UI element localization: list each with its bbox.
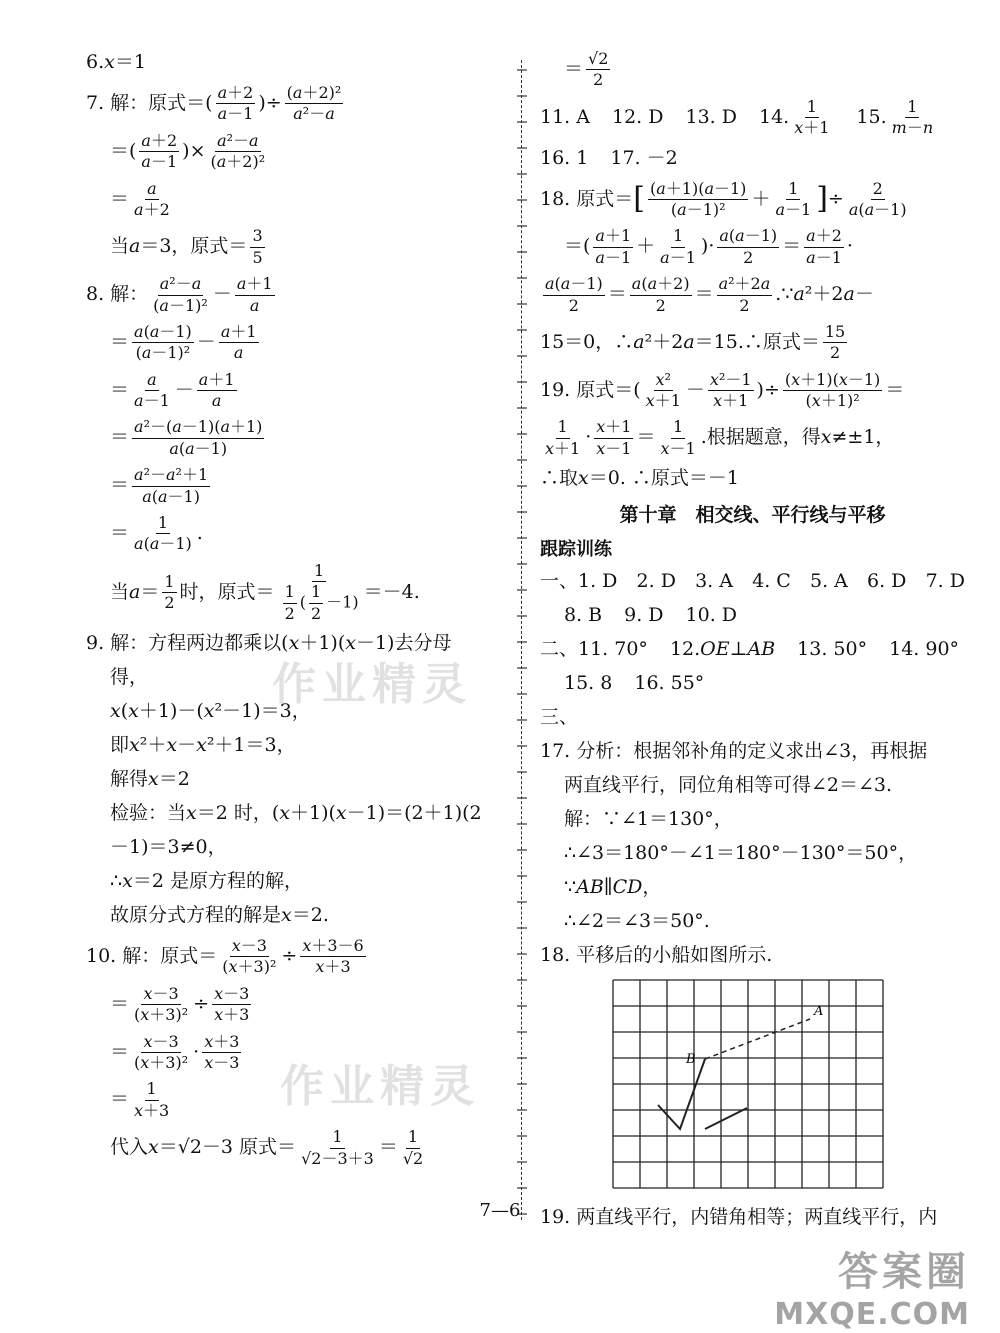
answer-10-continued: ＝ $\frac{√2}{2}$ — [564, 49, 609, 90]
answer-17-analysis-cont: 两直线平行，同位角相等可得∠2＝∠3. — [564, 774, 893, 797]
answer-10-step: ＝ $\frac{x-3}{\text{(x＋3)²}}$ ÷ $\frac{x-3}{x+3}$ — [110, 983, 250, 1025]
boat-hull — [705, 1108, 747, 1129]
answer-17-step: ∵ AB ∥ CD ， — [564, 876, 662, 899]
answer-17-step: 解：∵∠1＝130°， — [564, 808, 733, 831]
answer-18-step: ＝( $\frac{a+1}{a-1}$ ＋ $\frac{1}{a-1}$ )· $\frac{a(a-1)}{2}$ ＝ $\frac{a+2}{a-1}$ · — [564, 226, 853, 267]
answers-11-15: 11. A 12. D 13. D 14. $\frac{1}{x+1}$ 15. $\frac{1}{m-n}$ — [540, 96, 934, 138]
answers-16-17: 16. 1 17. －2 — [540, 146, 678, 169]
answer-10-step: ＝ $\frac{1}{x+3}$ — [110, 1079, 170, 1120]
answer-7-step: ＝( $\frac{a+2}{a-1}$ )× $\frac{\text{a²－a}}{\text{(a＋2)²}}$ — [110, 130, 266, 172]
answer-9-result: 故原分式方程的解是 x ＝2. — [110, 904, 329, 927]
section-title: 跟踪训练 — [540, 539, 612, 561]
site-logo — [774, 1240, 970, 1332]
boat-grid-svg — [610, 977, 886, 1191]
answer-9-step: ∴ x ＝2 是原方程的解， — [110, 870, 303, 893]
answer-9-step: 得， — [110, 666, 149, 689]
answer-7: 7. 解：原式＝( $\frac{a+2}{a-1}$ )÷ $\frac{\text{(a＋2)²}}{\text{a²－a}}$ — [86, 83, 342, 124]
part-1-answers: 一、1. D 2. D 3. A 4. C 5. A 6. D 7. D — [540, 570, 965, 593]
chapter-title: 第十章 相交线、平行线与平移 — [619, 504, 886, 527]
answer-8: 8. 解： $\frac{\text{a²－a}}{\text{(a－1)²}}$ － $\frac{a+1}{a}$ — [86, 274, 273, 315]
boat-grid-figure — [610, 977, 965, 1195]
answer-9: 9. 解：方程两边都乘以( x ＋1)( x －1)去分母 — [86, 632, 452, 655]
site-url: MXQE.COM — [774, 1297, 970, 1332]
answer-9-step: x ( x ＋1)－( x ²－1)＝3， — [110, 700, 311, 723]
answer-8-step: ＝ $\frac{\text{a²－(a－1)(a＋1)}}{a(a-1)}$ — [110, 417, 263, 458]
part-2-answers-cont: 15. 8 16. 55° — [564, 672, 705, 695]
divider-ticks — [516, 70, 528, 1220]
answer-19-step: $\frac{1}{x+1}$ · $\frac{x+1}{x-1}$ ＝ $\frac{1}{x-1}$ .根据题意，得 x ≠±1， — [545, 417, 895, 458]
answer-8-step: ＝ $\frac{\text{a²－a²＋1}}{a(a-1)}$ — [110, 465, 209, 506]
answer-8-step: ＝ $\frac{1}{a(a-1)}$ . — [110, 513, 203, 554]
answer-10: 10. 解：原式＝ $\frac{x-3}{\text{(x＋3)²}}$ ÷ $\frac{x+3-6}{x+3}$ — [86, 935, 364, 977]
answer-18-step: $\frac{a(a-1)}{2}$ ＝ $\frac{a(a+2)}{2}$ ＝ $\frac{\text{a²＋2a}}{2}$ .∵ a ²＋2 a － — [545, 274, 874, 315]
watermark: 作业精灵 — [280, 1061, 480, 1112]
page-number: 7—6 — [479, 1200, 521, 1221]
part-2-answers: 二、11. 70° 12. OE ⊥ AB 13. 50° 14. 90° — [540, 638, 960, 661]
part-3-heading: 三、 — [540, 706, 579, 729]
answer-9-step: 解得 x ＝2 — [110, 768, 190, 791]
watermark: 作业精灵 — [272, 659, 472, 710]
label-A: A — [814, 1004, 824, 1020]
left-column — [86, 50, 506, 1193]
answer-19-result: ∴取 x ＝0. ∴原式＝－1 — [540, 467, 739, 490]
answer-17-result: ∴∠2＝∠3＝50°. — [564, 910, 710, 933]
answer-8-step: ＝ $\frac{a}{a-1}$ － $\frac{a+1}{a}$ — [110, 369, 235, 411]
answer-9-step: 检验：当 x ＝2 时，( x ＋1)( x －1)＝(2＋1)(2 — [110, 802, 482, 825]
boat-mast — [658, 1059, 705, 1129]
answer-6: 6. x ＝1 — [86, 51, 146, 74]
answer-17-step: ∴∠3＝180°－∠1＝180°－130°＝50°， — [564, 842, 918, 865]
answer-18-result: 15＝0，∴ a ²＋2 a ＝15.∴原式＝ $\frac{15}{2}$ — [540, 321, 846, 363]
answer-18: 18. 原式＝ [ $\frac{(a+1)(a-1)}{\text{(a－1)²}}$ ＋ $\frac{1}{a-1}$ ] ÷ $\frac{2}{a(a-1)}$ — [540, 178, 907, 219]
answer-8-result: 当 a ＝ $\frac{1}{2}$ 时，原式＝ 1 $\frac{1}{2}$ ( $\frac{1}{2}$ －1) ＝－4. — [110, 560, 420, 623]
site-brand: 答案圈 — [838, 1249, 970, 1295]
answer-19-part3: 19. 两直线平行，内错角相等；两直线平行，内 — [540, 1206, 938, 1229]
answer-10-step: ＝ $\frac{x-3}{\text{(x＋3)²}}$ · $\frac{x+3}{x-3}$ — [110, 1031, 240, 1072]
answer-8-step: ＝ $\frac{a(a-1)}{\text{(a－1)²}}$ － $\frac{a+1}{a}$ — [110, 321, 257, 363]
answer-18-part3: 18. 平移后的小船如图所示. — [540, 944, 773, 967]
answer-7-step: ＝ $\frac{a}{a+2}$ — [110, 178, 170, 219]
label-B: B — [686, 1052, 696, 1068]
answer-19: 19. 原式＝( $\frac{\text{x²}}{x+1}$ － $\frac{\text{x²－1}}{x+1}$ )÷ $\frac{(x+1)(x-1)}{\text{(x＋1)²}}$ ＝ — [540, 369, 905, 411]
answer-9-step: －1)＝3≠0， — [110, 836, 227, 859]
answer-10-result: 代入 x ＝√2－3 原式＝ $\frac{1}{√2-3+3}$ ＝ $\frac{1}{√2}$ — [110, 1127, 424, 1168]
right-column — [540, 49, 965, 1229]
part-1-answers-cont: 8. B 9. D 10. D — [564, 604, 738, 627]
answer-17-analysis: 17. 分析：根据邻补角的定义求出∠3，再根据 — [540, 740, 928, 763]
answer-7-result: 当 a ＝3，原式＝ $\frac{3}{5}$ — [110, 226, 263, 267]
answer-9-step: 即 x ²＋ x － x ²＋1＝3， — [110, 734, 296, 757]
